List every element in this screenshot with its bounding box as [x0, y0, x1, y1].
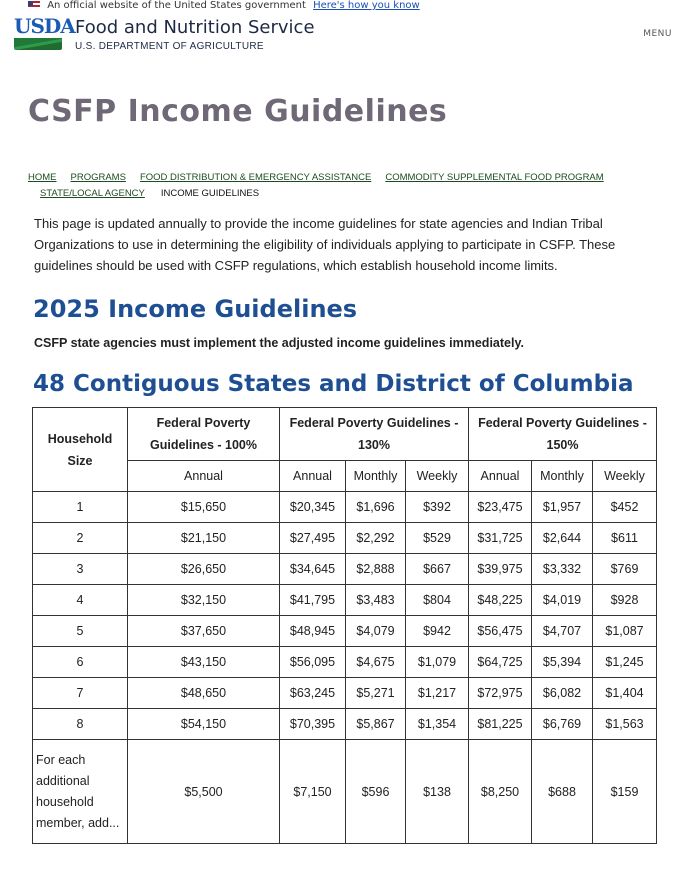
gov-banner-text: An official website of the United States government	[47, 0, 306, 11]
cell-weekly-130: $1,079	[406, 647, 469, 678]
cell-annual-100: $32,150	[128, 585, 280, 616]
table-row-additional-member	[33, 740, 657, 844]
menu-button[interactable]: MENU	[643, 29, 672, 39]
cell-household-size: 7	[33, 678, 128, 709]
cell-annual-150: $31,725	[469, 523, 532, 554]
cell-weekly-150: $159	[593, 740, 657, 844]
cell-annual-150: $39,975	[469, 554, 532, 585]
cell-monthly-150: $6,082	[532, 678, 593, 709]
cell-monthly-130: $596	[346, 740, 406, 844]
cell-household-size: 2	[33, 523, 128, 554]
cell-monthly-130: $3,483	[346, 585, 406, 616]
subheader-weekly: Weekly	[593, 461, 657, 492]
cell-monthly-150: $4,019	[532, 585, 593, 616]
cell-weekly-150: $1,404	[593, 678, 657, 709]
cell-annual-150: $64,725	[469, 647, 532, 678]
cell-annual-100: $54,150	[128, 709, 280, 740]
income-guidelines-table	[32, 407, 657, 844]
page-title: CSFP Income Guidelines	[28, 94, 448, 129]
table-row	[33, 678, 657, 709]
cell-annual-130: $48,945	[280, 616, 346, 647]
us-flag-icon	[28, 1, 40, 9]
cell-weekly-130: $529	[406, 523, 469, 554]
cell-household-size: 3	[33, 554, 128, 585]
cell-monthly-130: $2,292	[346, 523, 406, 554]
cell-annual-150: $72,975	[469, 678, 532, 709]
cell-annual-130: $20,345	[280, 492, 346, 523]
cell-weekly-130: $1,217	[406, 678, 469, 709]
header-fpg-100: Federal Poverty Guidelines - 100%	[128, 408, 280, 461]
cell-annual-150: $23,475	[469, 492, 532, 523]
table-row	[33, 709, 657, 740]
breadcrumb-programs[interactable]: PROGRAMS	[70, 172, 126, 183]
cell-household-size: 1	[33, 492, 128, 523]
table-row	[33, 492, 657, 523]
cell-additional-member-label: For each additional household member, add...	[33, 740, 128, 844]
usda-logo-text: USDA	[14, 14, 75, 38]
cell-annual-130: $41,795	[280, 585, 346, 616]
cell-annual-150: $48,225	[469, 585, 532, 616]
table-row	[33, 523, 657, 554]
cell-weekly-130: $138	[406, 740, 469, 844]
breadcrumb-home[interactable]: HOME	[28, 172, 57, 183]
cell-annual-100: $37,650	[128, 616, 280, 647]
cell-weekly-150: $452	[593, 492, 657, 523]
gov-banner	[28, 0, 420, 12]
table-row	[33, 647, 657, 678]
cell-annual-100: $21,150	[128, 523, 280, 554]
cell-annual-130: $70,395	[280, 709, 346, 740]
usda-field-icon	[14, 38, 62, 50]
cell-monthly-150: $2,644	[532, 523, 593, 554]
agency-name[interactable]: Food and Nutrition Service	[75, 17, 315, 38]
cell-annual-100: $48,650	[128, 678, 280, 709]
usda-logo[interactable]	[14, 14, 75, 52]
cell-annual-100: $5,500	[128, 740, 280, 844]
cell-monthly-150: $5,394	[532, 647, 593, 678]
cell-monthly-150: $3,332	[532, 554, 593, 585]
heres-how-you-know-link[interactable]: Here's how you know	[313, 0, 420, 11]
cell-household-size: 6	[33, 647, 128, 678]
cell-weekly-150: $611	[593, 523, 657, 554]
header-household-size: Household Size	[33, 408, 128, 492]
breadcrumb	[28, 170, 668, 202]
cell-household-size: 5	[33, 616, 128, 647]
cell-annual-130: $63,245	[280, 678, 346, 709]
cell-weekly-130: $1,354	[406, 709, 469, 740]
cell-household-size: 4	[33, 585, 128, 616]
cell-monthly-130: $4,079	[346, 616, 406, 647]
cell-annual-100: $26,650	[128, 554, 280, 585]
subheader-annual: Annual	[280, 461, 346, 492]
cell-weekly-150: $1,563	[593, 709, 657, 740]
cell-annual-150: $8,250	[469, 740, 532, 844]
cell-monthly-130: $1,696	[346, 492, 406, 523]
implementation-notice: CSFP state agencies must implement the adjusted income guidelines immediately.	[34, 336, 524, 350]
cell-monthly-130: $5,271	[346, 678, 406, 709]
cell-annual-100: $43,150	[128, 647, 280, 678]
cell-weekly-130: $667	[406, 554, 469, 585]
cell-annual-130: $27,495	[280, 523, 346, 554]
cell-monthly-150: $688	[532, 740, 593, 844]
cell-annual-150: $56,475	[469, 616, 532, 647]
subheader-monthly: Monthly	[532, 461, 593, 492]
cell-monthly-150: $6,769	[532, 709, 593, 740]
cell-weekly-130: $392	[406, 492, 469, 523]
cell-weekly-130: $942	[406, 616, 469, 647]
breadcrumb-state-local-agency[interactable]: STATE/LOCAL AGENCY	[40, 188, 145, 199]
breadcrumb-csfp[interactable]: COMMODITY SUPPLEMENTAL FOOD PROGRAM	[385, 172, 604, 183]
table-header-row	[33, 408, 657, 461]
cell-household-size: 8	[33, 709, 128, 740]
cell-annual-150: $81,225	[469, 709, 532, 740]
cell-annual-100: $15,650	[128, 492, 280, 523]
cell-weekly-150: $928	[593, 585, 657, 616]
cell-annual-130: $34,645	[280, 554, 346, 585]
site-header	[14, 16, 674, 56]
cell-annual-130: $7,150	[280, 740, 346, 844]
cell-monthly-150: $4,707	[532, 616, 593, 647]
table-row	[33, 554, 657, 585]
subheader-annual: Annual	[128, 461, 280, 492]
table-row	[33, 585, 657, 616]
header-fpg-130: Federal Poverty Guidelines - 130%	[280, 408, 469, 461]
subheader-monthly: Monthly	[346, 461, 406, 492]
breadcrumb-current: INCOME GUIDELINES	[160, 188, 260, 199]
cell-annual-130: $56,095	[280, 647, 346, 678]
cell-monthly-130: $4,675	[346, 647, 406, 678]
cell-weekly-150: $769	[593, 554, 657, 585]
table-title: 48 Contiguous States and District of Columbia	[33, 371, 634, 397]
section-title: 2025 Income Guidelines	[33, 295, 358, 323]
table-row	[33, 616, 657, 647]
cell-monthly-130: $2,888	[346, 554, 406, 585]
subheader-weekly: Weekly	[406, 461, 469, 492]
intro-paragraph: This page is updated annually to provide the income guidelines for state agencies and Indian Tribal Organizations to use in determining the eligibility of individuals applying to participate in CSFP. These guidelines should be used with CSFP regulations, which establish household income limits.	[34, 216, 616, 273]
subheader-annual: Annual	[469, 461, 532, 492]
cell-monthly-150: $1,957	[532, 492, 593, 523]
department-name: U.S. DEPARTMENT OF AGRICULTURE	[75, 41, 264, 52]
cell-weekly-130: $804	[406, 585, 469, 616]
cell-weekly-150: $1,087	[593, 616, 657, 647]
cell-monthly-130: $5,867	[346, 709, 406, 740]
cell-weekly-150: $1,245	[593, 647, 657, 678]
header-fpg-150: Federal Poverty Guidelines - 150%	[469, 408, 657, 461]
breadcrumb-food-distribution[interactable]: FOOD DISTRIBUTION & EMERGENCY ASSISTANCE	[139, 172, 372, 183]
